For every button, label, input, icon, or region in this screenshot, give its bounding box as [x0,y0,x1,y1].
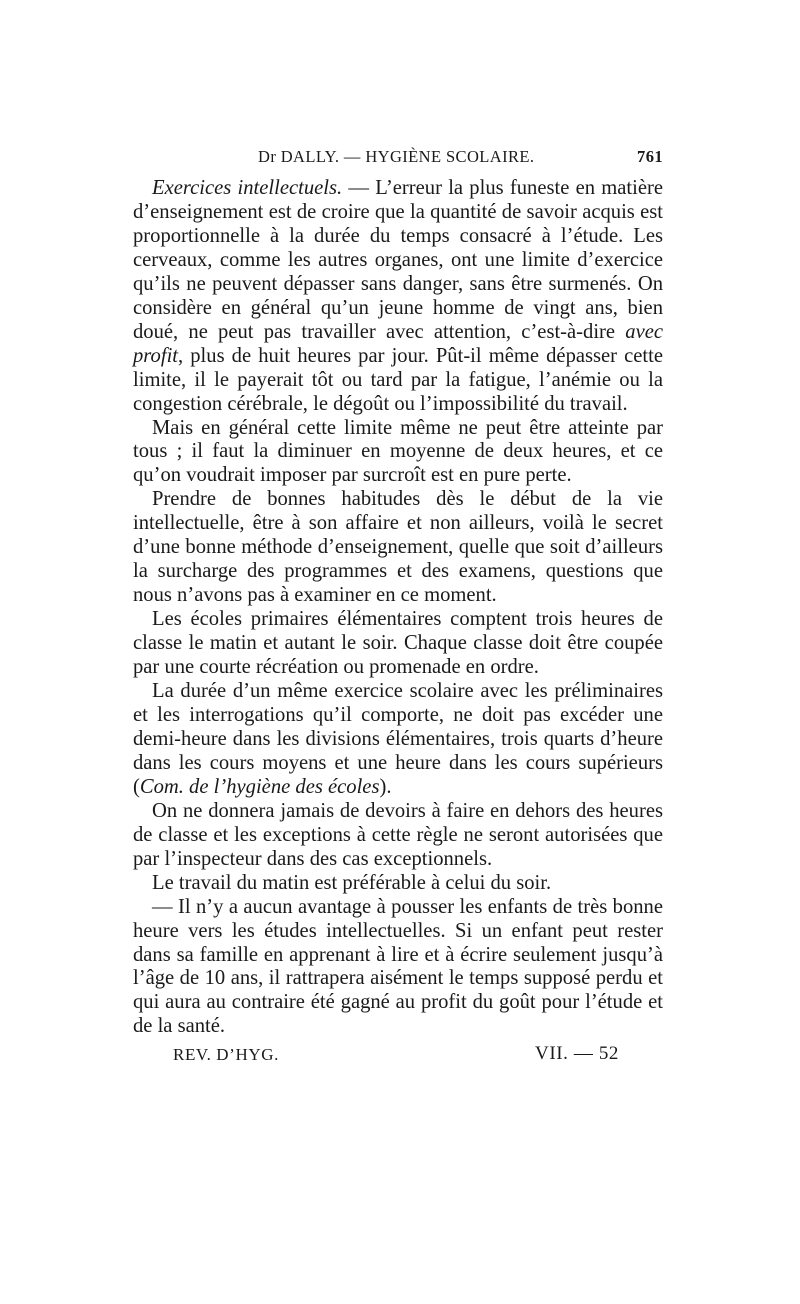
running-header [133,145,663,175]
paragraph [133,872,663,896]
paragraph-text: Mais en général cette limite même ne peut être atteinte par tous ; il faut la diminuer en moyenne de deux heures, et ce qu’on voudrait imposer par surcroît est en pure perte. [133,416,663,487]
paragraph-text: — Il n’y a aucun avantage à pousser les enfants de très bonne heure vers les études intellectuelles. Si un enfant peut rester dans sa famille en apprenant à lire et à écrire seulement jusqu’à l’âge de 10 ans, il rattrapera aisément le temps supposé perdu et qui aura au contraire été gagné au profit du goût pour l’étude et de la santé. [133,895,663,1038]
body-text [133,177,663,1039]
italic-phrase: avec profit [133,320,663,367]
italic-citation: Com. de l’hygiène des écoles [139,775,380,798]
paragraph-text: — L’erreur la plus funeste en matière d’enseignement est de croire que la quantité de savoir acquis est proportionnelle à la durée du temps consacré à l’étude. Les cerveaux, comme les autres organes, ont une limite d’exercice qu’ils ne peuvent dépasser sans danger, sans être surmenés. On considère en général qu’un jeune homme de vingt ans, bien doué, ne peut pas travailler avec attention, c’est-à-dire [133,177,663,343]
paragraph [133,680,663,800]
paragraph-text: Le travail du matin est préférable à celui du soir. [152,871,552,894]
paragraph [133,417,663,489]
signature-mark: VII. — 52 [535,1043,620,1065]
running-title: Dr DALLY. — HYGIÈNE SCOLAIRE. [258,147,535,166]
page-footer [133,1043,663,1073]
journal-abbreviation: REV. D’HYG. [173,1045,279,1065]
paragraph [133,800,663,872]
paragraph-text: On ne donnera jamais de devoirs à faire en dehors des heures de classe et les exceptions à cette règle ne seront autorisées que par l’inspecteur dans des cas exceptionnels. [133,799,663,870]
paragraph-text: Les écoles primaires élémentaires comptent trois heures de classe le matin et autant le soir. Chaque classe doit être coupée par une courte récréation ou promenade en ordre. [133,608,663,679]
paragraph [133,488,663,608]
paragraph-text: Prendre de bonnes habitudes dès le début de la vie intellectuelle, être à son affaire et non ailleurs, voilà le secret d’une bonne méthode d’enseignement, quelle que soit d’ailleurs la surcharge des programmes et des examens, questions que nous n’avons pas à examiner en ce moment. [133,488,663,607]
paragraph-text: La durée d’un même exercice scolaire avec les préliminaires et les interrogations qu’il comporte, ne doit pas excéder une demi-heure dans les divisions élémentaires, trois quarts d’heure dans les cours moyens et une heure dans les cours supérieurs ( [133,680,663,798]
book-page [133,145,663,1073]
paragraph [133,608,663,680]
paragraph-text-end: , plus de huit heures par jour. Pût-il même dépasser cette limite, il le payerait tôt ou tard par la fatigue, l’anémie ou la congestion cérébrale, le dégoût ou l’impossibilité du travail. [133,344,663,415]
section-heading-italic: Exercices intellectuels. [152,177,343,199]
paragraph-text-end: ). [379,775,392,798]
paragraph-exercices-intellectuels [133,177,663,417]
page-number: 761 [637,147,663,166]
paragraph [133,896,663,1040]
